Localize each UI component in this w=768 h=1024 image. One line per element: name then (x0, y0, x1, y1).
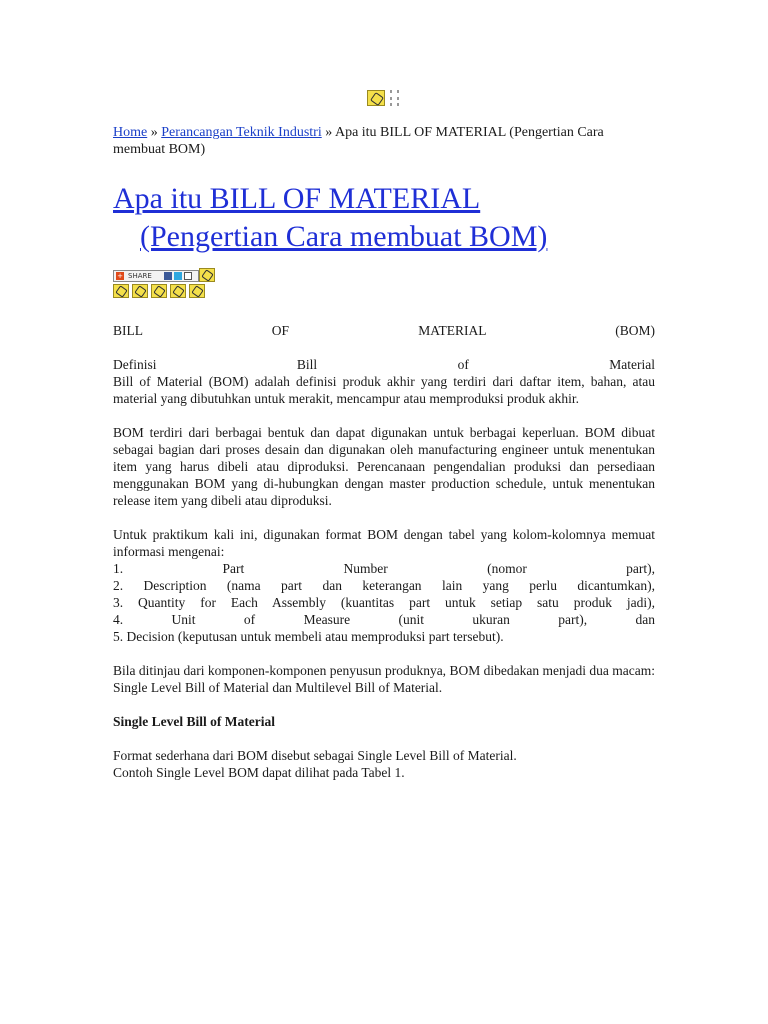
twitter-icon[interactable] (174, 272, 182, 280)
paragraph: Bila ditinjau dari komponen-komponen penyusun produknya, BOM dibedakan menjadi dua macam: Single Level Bill of Material dan Multilevel Bill of Material. (113, 663, 655, 695)
paragraph: Untuk praktikum kali ini, digunakan format BOM dengan tabel yang kolom-kolomnya memuat informasi mengenai: (113, 527, 655, 559)
breadcrumb (113, 124, 655, 158)
breadcrumb-current: Apa itu BILL OF MATERIAL (Pengertian Cara membuat BOM) (113, 125, 604, 157)
section-heading: BILL OF MATERIAL (BOM) (113, 323, 655, 338)
breadcrumb-separator: » (147, 125, 162, 140)
breadcrumb-separator: » (321, 125, 335, 140)
list-item: 2. Description (nama part dan keterangan lain yang perlu dicantumkan), (113, 578, 655, 593)
share-button[interactable] (113, 270, 199, 282)
bookmark-icon[interactable] (199, 268, 215, 282)
bookmark-icon[interactable] (132, 284, 148, 298)
list-item: 1. Part Number (nomor part), (113, 561, 655, 576)
bookmark-icon[interactable] (170, 284, 186, 298)
bookmark-icon[interactable] (151, 284, 167, 298)
definition-heading: Definisi Bill of Material (113, 357, 655, 372)
plus-icon: + (117, 272, 123, 280)
email-icon[interactable] (184, 272, 192, 280)
share-label: SHARE (128, 272, 152, 280)
subheading: Single Level Bill of Material (113, 714, 275, 729)
paragraph: Format sederhana dari BOM disebut sebagai Single Level Bill of Material. (113, 748, 517, 763)
page-title-line2: (Pengertian Cara membuat BOM) (140, 220, 548, 253)
breadcrumb-home-link[interactable]: Home (113, 125, 148, 140)
list-item: 3. Quantity for Each Assembly (kuantitas part untuk setiap satu produk jadi), (113, 595, 655, 610)
page-title[interactable] (113, 180, 655, 256)
list-item: 4. Unit of Measure (unit ukuran part), dan (113, 612, 655, 627)
dots-icon (388, 89, 402, 107)
article (113, 124, 655, 781)
paragraph: Contoh Single Level BOM dapat dilihat pada Tabel 1. (113, 765, 405, 780)
paragraph: BOM terdiri dari berbagai bentuk dan dapat digunakan untuk berbagai keperluan. BOM dibuat sebagai bagian dari proses desain dan digunakan oleh manufacturing engineer untuk menentukan item yang harus dibeli atau diproduksi. Perencanaan pengendalian produksi dan persediaan menggunakan BOM yang di-hubungkan dengan master production schedule, untuk menentukan release item yang dibeli atau diproduksi. (113, 425, 655, 508)
paragraph: Bill of Material (BOM) adalah definisi produk akhir yang terdiri dari daftar item, bahan, atau material yang dibutuhkan untuk merakit, mencampur atau memproduksi produk akhir. (113, 374, 655, 406)
list-item: 5. Decision (keputusan untuk membeli atau memproduksi part tersebut). (113, 629, 504, 644)
page-title-line1: Apa itu BILL OF MATERIAL (113, 182, 481, 215)
facebook-icon[interactable] (164, 272, 172, 280)
bookmark-icon[interactable] (189, 284, 205, 298)
share-bar (113, 268, 655, 298)
bookmark-icon[interactable] (113, 284, 129, 298)
bookmark-icon[interactable] (367, 90, 385, 106)
breadcrumb-category-link[interactable]: Perancangan Teknik Industri (161, 125, 322, 140)
